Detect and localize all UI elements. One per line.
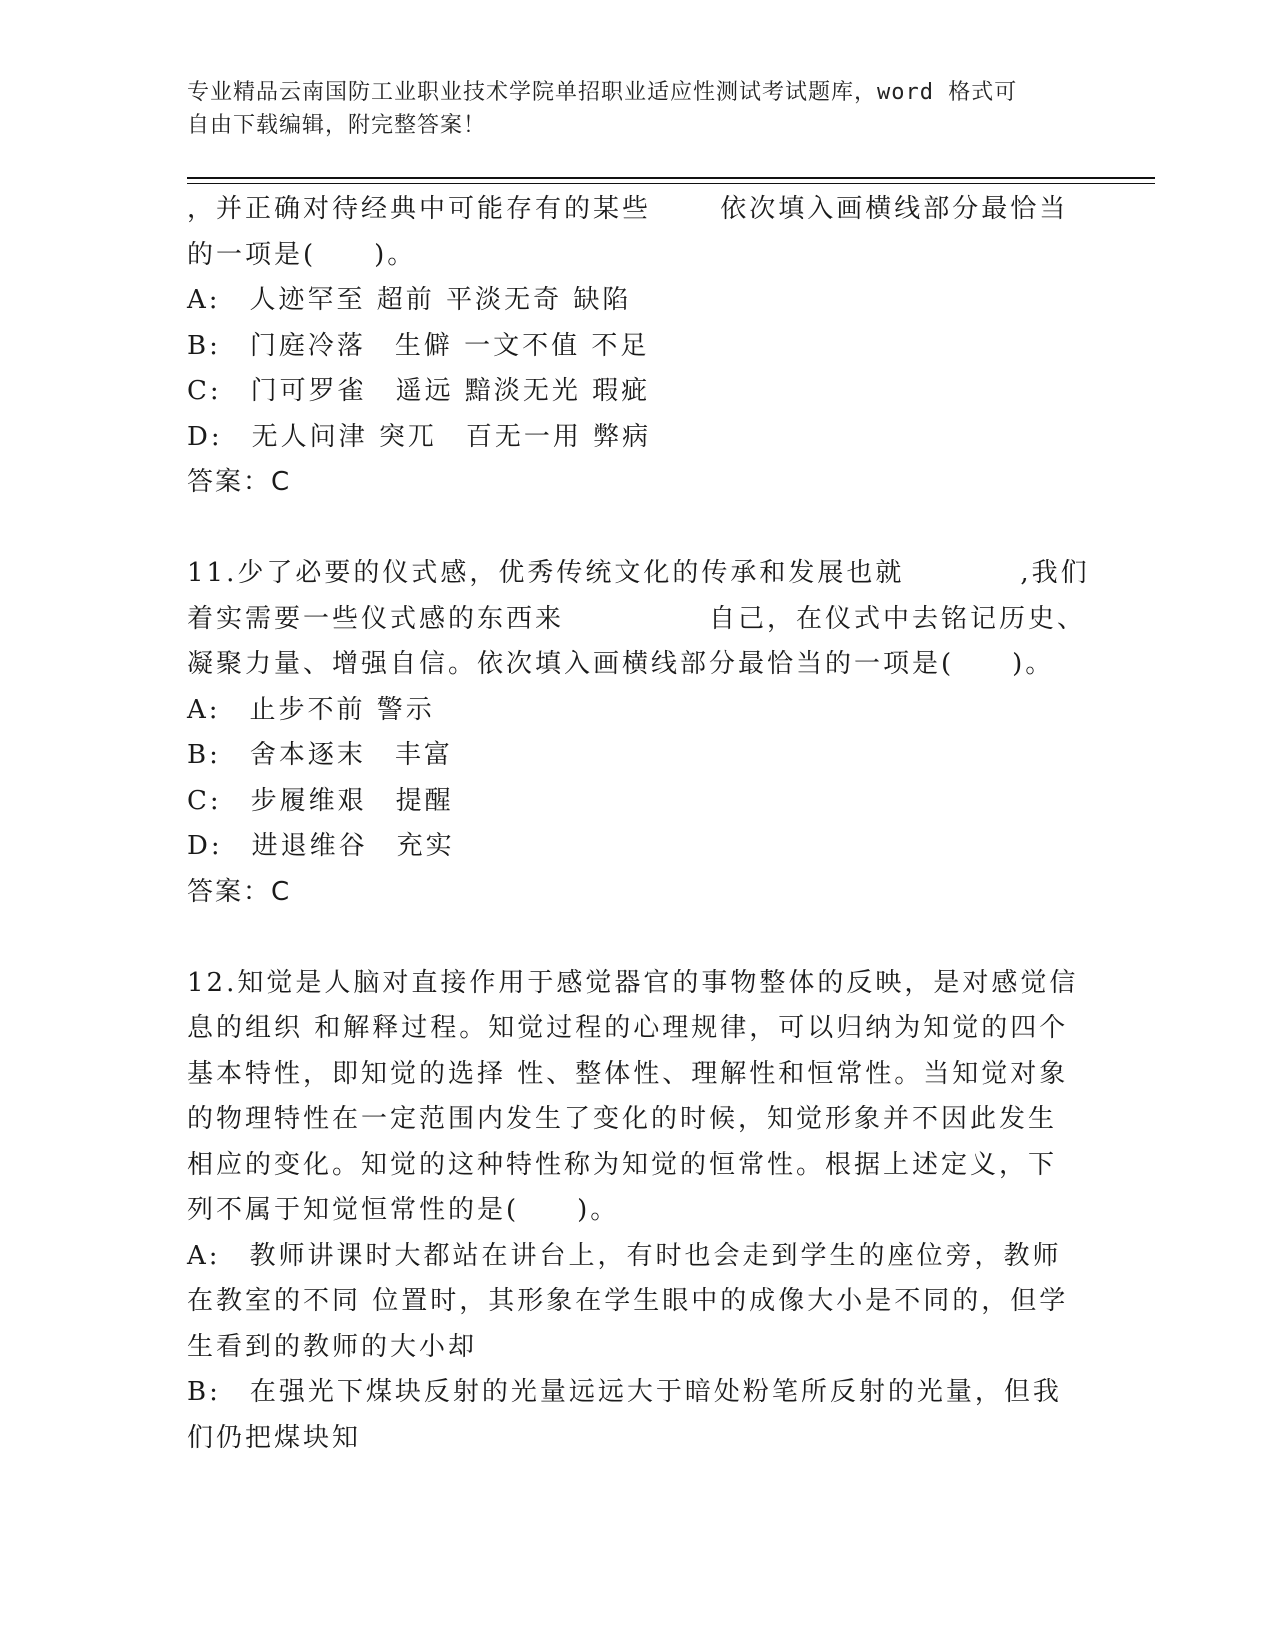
question-10-option-c: C: 门可罗雀 遥远 黯淡无光 瑕疵 <box>187 376 651 406</box>
question-10-option-d: D: 无人问津 突兀 百无一用 弊病 <box>187 421 652 452</box>
question-11-option-a: A: 止步不前 警示 <box>187 694 435 725</box>
question-11 <box>187 551 1090 915</box>
question-12-text-line-5: 相应的变化。知觉的这种特性称为知觉的恒常性。根据上述定义，下 <box>187 1149 1058 1180</box>
question-12-option-a-line-3: 生看到的教师的大小却 <box>187 1331 478 1362</box>
question-12 <box>187 961 1087 1462</box>
question-11-text-line-3: 凝聚力量、增强自信。依次填入画横线部分最恰当的一项是( )。 <box>187 649 1055 679</box>
question-12-option-a-line-1: A: 教师讲课时大都站在讲台上，有时也会走到学生的座位旁，教师 <box>187 1240 1062 1271</box>
question-11-option-b: B: 舍本逐末 丰富 <box>187 740 453 770</box>
question-12-option-b-line-1: B: 在强光下煤块反射的光量远远大于暗处粉笔所反射的光量，但我 <box>187 1377 1062 1407</box>
question-11-answer: 答案：C <box>187 876 292 907</box>
question-10-text-line-2: 的一项是( )。 <box>187 239 417 270</box>
question-10-text-line-1: ，并正确对待经典中可能存有的某些 依次填入画横线部分最恰当 <box>187 194 1069 224</box>
question-11-option-c: C: 步履维艰 提醒 <box>187 785 454 816</box>
page-header <box>187 76 1067 142</box>
question-12-text-line-2: 息的组织 和解释过程。知觉过程的心理规律，可以归纳为知觉的四个 <box>187 1013 1069 1043</box>
question-content <box>187 187 1090 1461</box>
question-12-text-line-1: 12.知觉是人脑对直接作用于感觉器官的事物整体的反映，是对感觉信 <box>187 967 1079 998</box>
question-12-text-line-6: 列不属于知觉恒常性的是( )。 <box>187 1195 620 1225</box>
header-divider-thin <box>187 183 1155 184</box>
question-12-text-line-3: 基本特性，即知觉的选择 性、整体性、理解性和恒常性。当知觉对象 <box>187 1058 1069 1089</box>
question-10-option-b: B: 门庭冷落 生僻 一文不值 不足 <box>187 330 650 361</box>
header-line-1: 专业精品云南国防工业职业技术学院单招职业适应性测试考试题库，word 格式可 <box>187 80 1018 105</box>
question-12-text-line-4: 的物理特性在一定范围内发生了变化的时候，知觉形象并不因此发生 <box>187 1104 1058 1134</box>
spacer <box>187 506 1087 552</box>
spacer <box>187 915 1087 961</box>
question-11-text-line-1: 11.少了必要的仪式感，优秀传统文化的传承和发展也就 ,我们 <box>187 558 1090 588</box>
question-12-option-a-line-2: 在教室的不同 位置时，其形象在学生眼中的成像大小是不同的，但学 <box>187 1286 1069 1316</box>
question-11-option-d: D: 进退维谷 充实 <box>187 831 455 861</box>
header-line-2: 自由下载编辑，附完整答案！ <box>187 113 487 138</box>
question-10-answer: 答案：C <box>187 467 292 497</box>
question-12-option-b-line-2: 们仍把煤块知 <box>187 1422 362 1453</box>
header-divider-thick <box>187 177 1155 179</box>
question-11-text-line-2: 着实需要一些仪式感的东西来 自己，在仪式中去铭记历史、 <box>187 603 1087 634</box>
question-10 <box>187 187 1087 506</box>
question-10-option-a: A: 人迹罕至 超前 平淡无奇 缺陷 <box>187 285 632 315</box>
